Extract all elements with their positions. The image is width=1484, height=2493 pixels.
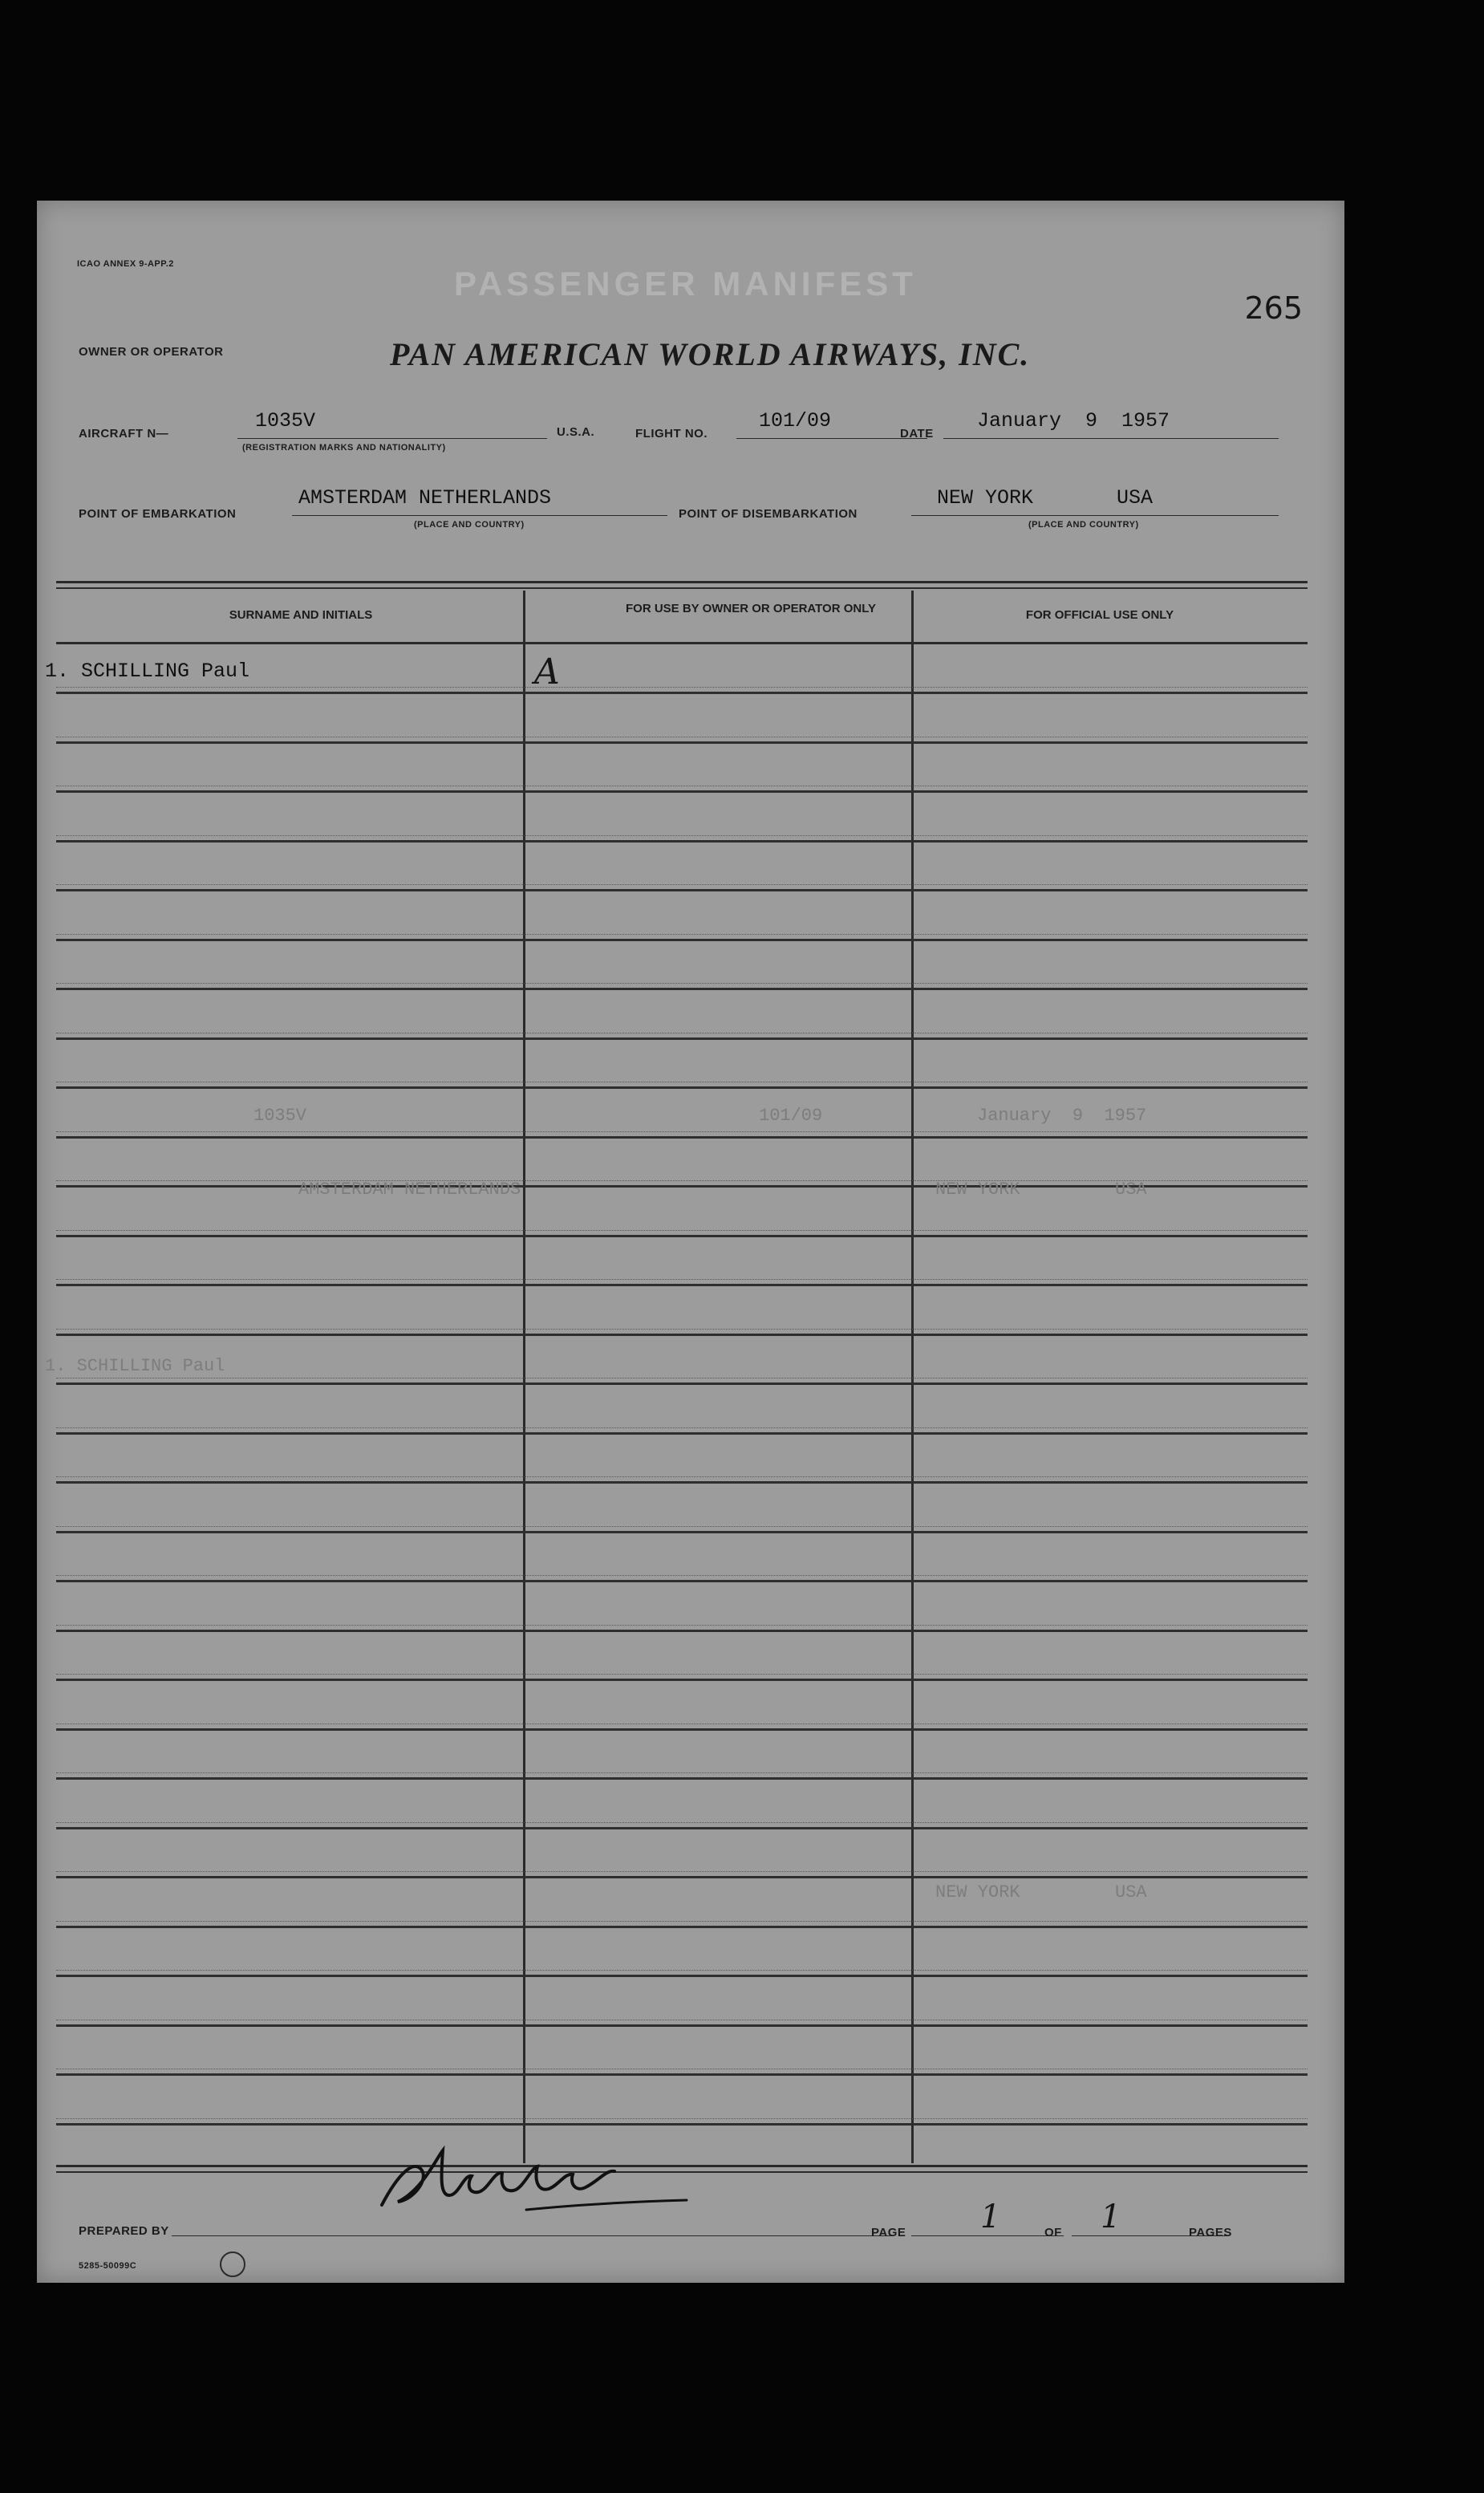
row-line bbox=[56, 1580, 1308, 1582]
row-line bbox=[56, 741, 1308, 744]
row-line bbox=[56, 840, 1308, 843]
operator-mark: A bbox=[534, 652, 560, 692]
row-guide bbox=[56, 934, 1308, 935]
row-guide bbox=[56, 1526, 1308, 1527]
aircraft-underline bbox=[237, 438, 547, 439]
row-guide bbox=[56, 1329, 1308, 1330]
row-line bbox=[56, 1876, 1308, 1878]
row-line bbox=[56, 1481, 1308, 1484]
col-header-surname: SURNAME AND INITIALS bbox=[229, 608, 373, 622]
row-guide bbox=[56, 1476, 1308, 1477]
row-line bbox=[56, 1086, 1308, 1089]
usa-label: U.S.A. bbox=[557, 425, 595, 439]
passenger-name: 1. SCHILLING Paul bbox=[45, 660, 250, 683]
page-label: PAGE bbox=[871, 2226, 906, 2239]
row-line bbox=[56, 2073, 1308, 2076]
row-line bbox=[56, 1975, 1308, 1977]
header-rule-bottom bbox=[56, 642, 1308, 644]
row-line bbox=[56, 692, 1308, 694]
row-line bbox=[56, 1136, 1308, 1139]
row-guide bbox=[56, 884, 1308, 885]
of-label: OF bbox=[1044, 2226, 1062, 2239]
header-rule-top-2 bbox=[56, 587, 1308, 589]
bleed-country-2: USA bbox=[1115, 1882, 1147, 1902]
row-line bbox=[56, 1037, 1308, 1040]
row-guide bbox=[56, 1674, 1308, 1675]
row-line bbox=[56, 939, 1308, 941]
row-guide bbox=[56, 983, 1308, 984]
owner-label: OWNER OR OPERATOR bbox=[79, 345, 224, 359]
row-line bbox=[56, 2123, 1308, 2126]
operator-name: PAN AMERICAN WORLD AIRWAYS, INC. bbox=[390, 336, 1031, 372]
row-line bbox=[56, 1630, 1308, 1632]
row-line bbox=[56, 1827, 1308, 1829]
bleed-city-2: NEW YORK bbox=[935, 1882, 1020, 1902]
aircraft-caption: (REGISTRATION MARKS AND NATIONALITY) bbox=[242, 443, 446, 453]
embark-value: AMSTERDAM NETHERLANDS bbox=[298, 486, 552, 510]
manifest-sheet bbox=[37, 201, 1344, 2283]
row-line bbox=[56, 2024, 1308, 2027]
bleed-flight: 101/09 bbox=[759, 1106, 823, 1126]
row-guide bbox=[56, 1131, 1308, 1132]
row-line bbox=[56, 1926, 1308, 1928]
page-underline bbox=[911, 2235, 1064, 2236]
disembark-caption: (PLACE AND COUNTRY) bbox=[1028, 520, 1139, 530]
flight-label: FLIGHT NO. bbox=[635, 427, 708, 441]
date-value: January 9 1957 bbox=[977, 409, 1170, 432]
form-code: ICAO ANNEX 9-APP.2 bbox=[77, 259, 174, 269]
bleed-embark: AMSTERDAM NETHERLANDS bbox=[298, 1180, 521, 1200]
embark-underline bbox=[292, 515, 667, 516]
date-label: DATE bbox=[900, 427, 934, 441]
row-line bbox=[56, 1383, 1308, 1385]
row-line bbox=[56, 1531, 1308, 1533]
row-line bbox=[56, 1284, 1308, 1286]
row-guide bbox=[56, 1921, 1308, 1922]
row-line bbox=[56, 1334, 1308, 1336]
row-guide bbox=[56, 1822, 1308, 1823]
page-value: 1 bbox=[980, 2199, 1001, 2235]
bleed-city: NEW YORK bbox=[935, 1180, 1020, 1200]
disembark-underline bbox=[911, 515, 1279, 516]
row-guide bbox=[56, 1625, 1308, 1626]
row-guide bbox=[56, 687, 1308, 688]
col-header-official: FOR OFFICIAL USE ONLY bbox=[1025, 608, 1174, 622]
disembark-label: POINT OF DISEMBARKATION bbox=[679, 507, 858, 521]
print-code: 5285-50099C bbox=[79, 2261, 137, 2271]
embark-label: POINT OF EMBARKATION bbox=[79, 507, 237, 521]
disembark-country: USA bbox=[1117, 486, 1154, 510]
prepared-underline bbox=[172, 2235, 894, 2236]
disembark-city: NEW YORK bbox=[937, 486, 1034, 510]
prepared-label: PREPARED BY bbox=[79, 2224, 169, 2238]
flight-underline bbox=[736, 438, 927, 439]
row-guide bbox=[56, 1871, 1308, 1872]
row-line bbox=[56, 1777, 1308, 1780]
row-line bbox=[56, 790, 1308, 793]
row-guide bbox=[56, 1772, 1308, 1773]
printer-seal bbox=[220, 2251, 245, 2277]
header-rule-top bbox=[56, 581, 1308, 583]
form-title: PASSENGER MANIFEST bbox=[454, 265, 917, 302]
row-guide bbox=[56, 1575, 1308, 1576]
aircraft-label: AIRCRAFT N— bbox=[79, 427, 169, 441]
bleed-name: 1. SCHILLING Paul bbox=[45, 1356, 225, 1376]
row-guide bbox=[56, 1230, 1308, 1231]
of-value: 1 bbox=[1101, 2199, 1121, 2235]
bleed-aircraft: 1035V bbox=[253, 1106, 307, 1126]
col-header-operator: FOR USE BY OWNER OR OPERATOR ONLY bbox=[626, 602, 876, 615]
embark-caption: (PLACE AND COUNTRY) bbox=[414, 520, 525, 530]
bleed-country: USA bbox=[1115, 1180, 1147, 1200]
bleed-date: January 9 1957 bbox=[977, 1106, 1147, 1126]
flight-value: 101/09 bbox=[759, 409, 832, 432]
pages-label: PAGES bbox=[1189, 2226, 1232, 2239]
row-guide bbox=[56, 2118, 1308, 2119]
row-guide bbox=[56, 1427, 1308, 1428]
row-line bbox=[56, 1235, 1308, 1237]
aircraft-value: 1035V bbox=[255, 409, 316, 432]
row-guide bbox=[56, 1279, 1308, 1280]
row-guide bbox=[56, 835, 1308, 836]
row-line bbox=[56, 988, 1308, 990]
page-number: 265 bbox=[1244, 290, 1303, 326]
row-line bbox=[56, 889, 1308, 891]
prepared-by-signature bbox=[366, 2126, 735, 2223]
row-line bbox=[56, 1679, 1308, 1681]
row-guide bbox=[56, 1970, 1308, 1971]
date-underline bbox=[943, 438, 1279, 439]
row-line bbox=[56, 1432, 1308, 1435]
row-line bbox=[56, 1728, 1308, 1731]
